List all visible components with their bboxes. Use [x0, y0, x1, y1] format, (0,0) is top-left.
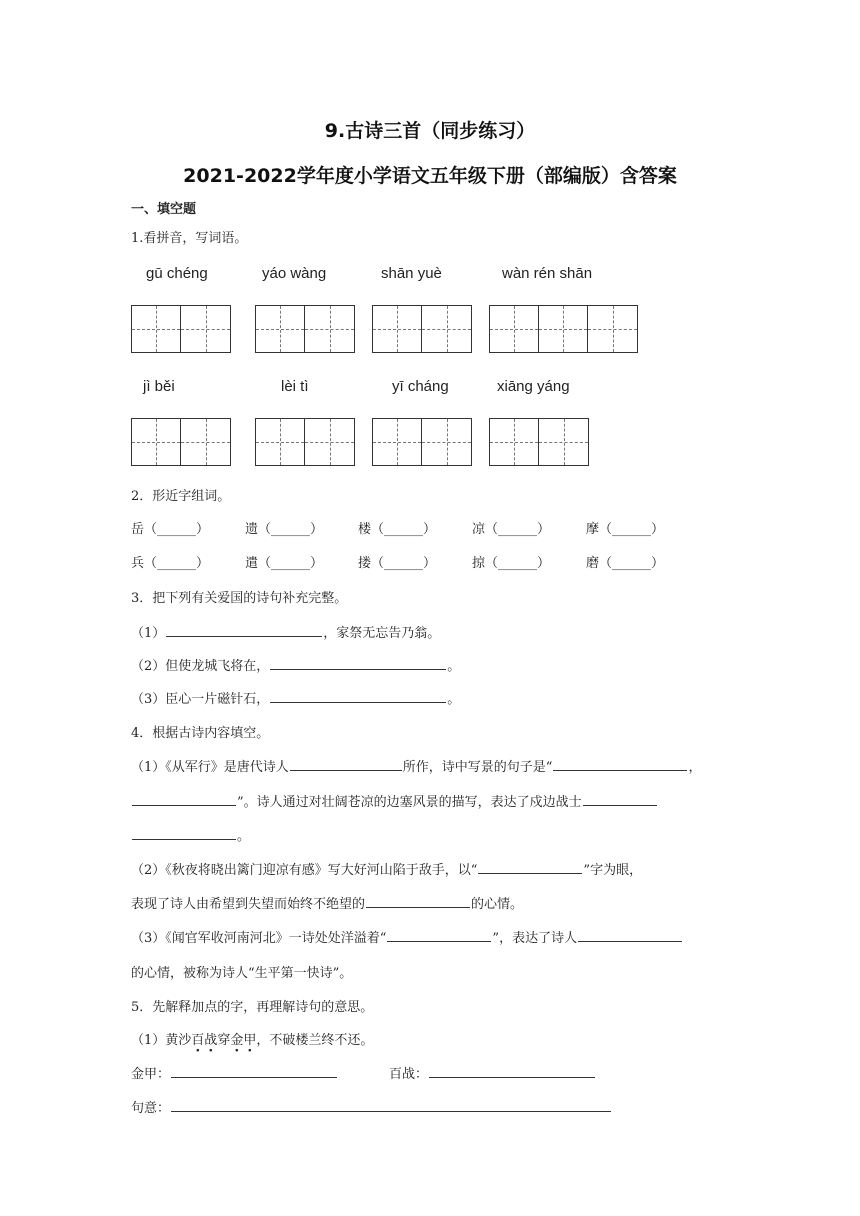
q4-item-2-line-2: 表现了诗人由希望到失望而始终不绝望的 的心情。	[131, 893, 523, 912]
q3-item-3: （3）臣心一片磁针石， 。	[131, 688, 460, 707]
q1-pinyin: shān yuè	[381, 265, 442, 282]
char-blank[interactable]: 遣（______）	[245, 556, 324, 571]
answer-blank[interactable]	[166, 622, 322, 637]
q3-item-2: （2）但使龙城飞将在， 。	[131, 655, 460, 674]
q4-item-1-line-1: （1）《从军行》是唐代诗人 所作，诗中写景的句子是“ ，	[131, 756, 701, 775]
q1-prompt: 1.看拼音，写词语。	[131, 231, 248, 246]
dotted-char: 百	[191, 1033, 205, 1048]
q1-pinyin: gū chéng	[146, 265, 208, 282]
writing-grid[interactable]	[255, 418, 355, 466]
char-blank[interactable]: 凉（______）	[472, 522, 551, 537]
writing-grid[interactable]	[489, 418, 589, 466]
answer-blank[interactable]	[290, 756, 402, 771]
section-heading: 一、填空题	[131, 202, 197, 217]
answer-blank[interactable]	[270, 688, 446, 703]
q1-pinyin: wàn rén shān	[502, 265, 593, 282]
answer-blank[interactable]	[387, 927, 491, 942]
writing-grid[interactable]	[255, 305, 355, 353]
q1-pinyin: jì běi	[143, 378, 175, 395]
writing-grid[interactable]	[372, 418, 472, 466]
answer-blank[interactable]	[478, 859, 582, 874]
q5-jinjia-row: 金甲：	[131, 1063, 338, 1082]
dotted-char: 甲	[243, 1033, 257, 1048]
q3-prompt: 3．把下列有关爱国的诗句补充完整。	[131, 591, 348, 606]
answer-blank[interactable]	[429, 1063, 595, 1078]
q5-prompt: 5．先解释加点的字，再理解诗句的意思。	[131, 1000, 374, 1015]
char-blank[interactable]: 磨（______）	[586, 556, 665, 571]
q2-prompt: 2．形近字组词。	[131, 489, 231, 504]
writing-grid[interactable]	[372, 305, 472, 353]
answer-blank[interactable]	[132, 791, 236, 806]
dotted-char: 战	[204, 1033, 218, 1048]
q4-item-2-line-1: （2）《秋夜将晓出篱门迎凉有感》写大好河山陷于敌手，以“ ”字为眼，	[131, 859, 642, 878]
char-blank[interactable]: 遗（______）	[245, 522, 324, 537]
page-subtitle: 2021-2022学年度小学语文五年级下册（部编版）含答案	[183, 165, 677, 187]
writing-grid[interactable]	[131, 418, 231, 466]
dotted-char: 金	[230, 1033, 244, 1048]
q4-item-3-line-1: （3）《闻官军收河南河北》一诗处处洋溢着“ ”，表达了诗人	[131, 927, 683, 946]
page-title: 9.古诗三首（同步练习）	[324, 120, 536, 142]
char-blank[interactable]: 摩（______）	[586, 522, 665, 537]
writing-grid[interactable]	[489, 305, 638, 353]
q1-pinyin: yáo wàng	[262, 265, 327, 282]
answer-blank[interactable]	[366, 893, 470, 908]
q4-prompt: 4．根据古诗内容填空。	[131, 726, 270, 741]
q4-item-3-line-2: 的心情，被称为诗人“生平第一快诗”。	[131, 966, 353, 981]
char-blank[interactable]: 岳（______）	[131, 522, 210, 537]
q5-juyi-row: 句意：	[131, 1097, 612, 1116]
char-blank[interactable]: 搂（______）	[358, 556, 437, 571]
q4-item-1-line-3: 。	[131, 825, 250, 844]
q4-item-1-line-2: ”。诗人通过对壮阔苍凉的边塞风景的描写，表达了戍边战士	[131, 791, 658, 810]
answer-blank[interactable]	[583, 791, 657, 806]
q1-pinyin: lèi tì	[281, 378, 309, 395]
answer-blank[interactable]	[171, 1063, 337, 1078]
answer-blank[interactable]	[553, 756, 687, 771]
char-blank[interactable]: 楼（______）	[358, 522, 437, 537]
q5-poem-line: （1）黄沙百战穿金甲，不破楼兰终不还。	[131, 1033, 374, 1048]
char-blank[interactable]: 掠（______）	[472, 556, 551, 571]
q1-pinyin: xiāng yáng	[497, 378, 570, 395]
q1-pinyin: yī cháng	[392, 378, 449, 395]
writing-grid[interactable]	[131, 305, 231, 353]
q3-item-1: （1） ，家祭无忘告乃翁。	[131, 622, 440, 641]
answer-blank[interactable]	[578, 927, 682, 942]
q5-baizhan-row: 百战：	[389, 1063, 596, 1082]
char-blank[interactable]: 兵（______）	[131, 556, 210, 571]
answer-blank[interactable]	[132, 825, 236, 840]
answer-blank[interactable]	[171, 1097, 611, 1112]
answer-blank[interactable]	[270, 655, 446, 670]
